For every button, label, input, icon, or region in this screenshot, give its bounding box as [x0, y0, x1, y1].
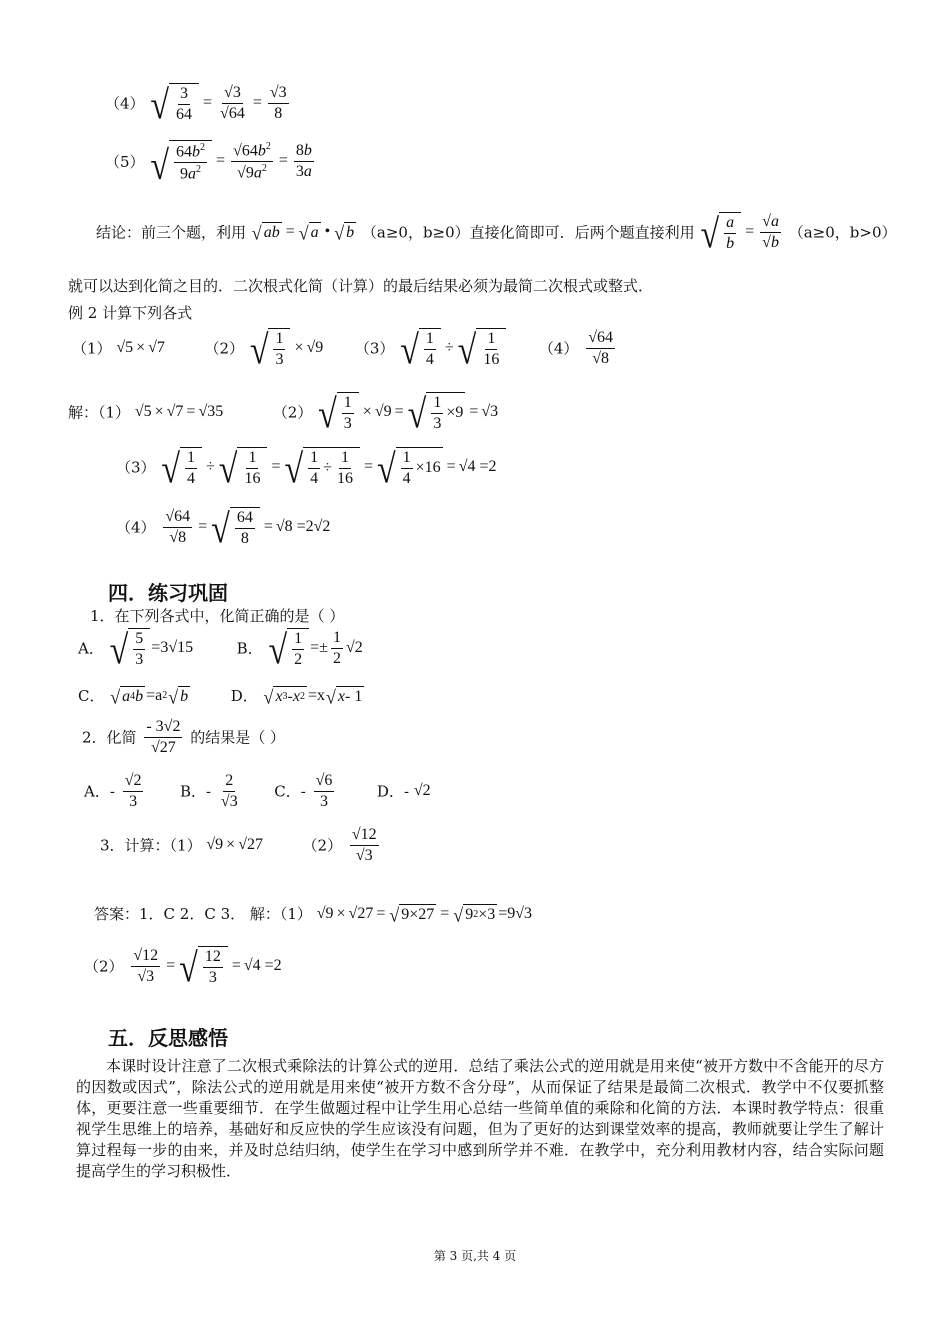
math-q1-d: √ x 3 - x 2 =x √ x - 1: [263, 686, 363, 708]
question-2: 2．化简 $\frac{- 3√2}{√27}$ 的结果是（ ）: [82, 718, 285, 756]
math-q2-d: √2: [413, 782, 431, 800]
math-sol-2: √ $\frac{1}{3}$ × √9 = √ $\frac{1}{3}$ ×9 = √3: [318, 393, 499, 438]
reflection-paragraph: 本课时设计注意了二次根式乘除法的计算公式的逆用．总结了乘法公式的逆用就是用来使“被开方数中不含能开的尽方的因数或因式”，除法公式的逆用就是用来使“被开方数不含分母”，从而保证了结果是最简二次根式．教学中不仅要抓整体，更要注意一些重要细节．在学生做题过程中让学生用心总结一些简单值的乘除和化简的方法．本课时教学特点：很重视学生思维上的培养，基础好和反应快的学生应该没有问题，但为了更好的达到课堂效率的提高，教师就要让学生了解计算过程每一步的由来，并及时总结归纳，使学生在学习中感到所学并不难．在教学中，充分利用教材内容，结合实际问题提高学生的学习积极性．: [76, 1057, 884, 1180]
question-1-options-cd: C． √ a 4 b =a 2 √ b D． √ x 3 - x 2 =x √ x - 1: [78, 685, 365, 706]
math-q2-c: $\frac{√6}{3}$: [315, 772, 333, 810]
math-answer-3-2: $\frac{√12}{√3}$ = √ $\frac{12}{3}$ = √4 =2: [133, 947, 282, 992]
question-3: 3．计算：（1） √9 × √27 （2） $\frac{√12}{√3}$: [100, 826, 382, 864]
section-5-title: 五．反思感悟: [108, 1026, 228, 1050]
section-4-title: 四．练习巩固: [108, 581, 228, 605]
math-sol-3: √ $\frac{1}{4}$ ÷ √ $\frac{1}{16}$ = √ $\frac{1}{4}$ ÷ $\frac{1}{16}$ = √ $\frac{1}{4}$ ×16 = √4 =2: [161, 448, 497, 493]
math-sol-1: √5 × √7 = √35: [134, 403, 224, 421]
math-item-5: √ $\frac{64b^2}{9a^2}$ = $\frac{√64b^2}{√9a^2}$ = $\frac{8b}{3a}$: [150, 141, 312, 189]
answers-line-1: 答案：1．C 2．C 3． 解：（1） √9 × √27 = √ 9×27 = √ 9 2 ×3 =9√3: [94, 904, 533, 926]
math-q2-a: $\frac{√2}{3}$: [124, 772, 142, 810]
math-q1-a: √ $\frac{5}{3}$ =3√15: [109, 629, 194, 674]
answers-line-2: （2） $\frac{√12}{√3}$ = √ $\frac{12}{3}$ = √4 =2: [84, 947, 282, 992]
math-q3-2: $\frac{√12}{√3}$: [351, 826, 377, 864]
conclusion-line-1: 结论：前三个题，利用 √ ab = √ a • √ b （a≥0，b≥0）直接化简即可．后两个题直接利用 √ $\frac{a}{b}$ = $\frac{√a}{√b}$ （a≥0，b>0）: [96, 213, 897, 258]
math-ex2-1: √5 × √7: [116, 339, 165, 357]
math-ex2-3: √ $\frac{1}{4}$ ÷ √ $\frac{1}{16}$: [399, 328, 507, 368]
example-2-title: 例 2 计算下列各式: [68, 304, 193, 322]
question-2-options: A．- $\frac{√2}{3}$ B．- $\frac{2}{√3}$ C．- $\frac{√6}{3}$ D．- √2: [84, 772, 431, 810]
conclusion-line-2: 就可以达到化简之目的．二次根式化简（计算）的最后结果必须为最简二次根式或整式．: [68, 277, 654, 295]
math-item-4: √ $\frac{3}{64}$ = $\frac{√3}{√64}$ = $\frac{√3}{8}$: [150, 84, 287, 129]
math-answer-3-1: √9 × √27 = √ 9×27 = √ 9 2 ×3 =9√3: [316, 904, 533, 926]
math-sol-4: $\frac{√64}{√8}$ = √ $\frac{64}{8}$ = √8 =2√2: [165, 508, 331, 553]
solution-1-2: 解：（1） √5 × √7 = √35 （2） √ $\frac{1}{3}$ × √9 = √ $\frac{1}{3}$ ×9 = √3: [68, 393, 499, 438]
math-q1-c: √ a 4 b =a 2 √ b: [110, 686, 189, 708]
math-q1-b: √ $\frac{1}{2}$ =± $\frac{1}{2}$ √2: [268, 629, 363, 674]
question-1-options-ab: A． √ $\frac{5}{3}$ =3√15 B． √ $\frac{1}{2}$ =± $\frac{1}{2}$ √2: [78, 629, 363, 674]
solution-4: （4） $\frac{√64}{√8}$ = √ $\frac{64}{8}$ = √8 =2√2: [116, 508, 331, 553]
math-ex2-2: √ $\frac{1}{3}$ × √9: [249, 329, 324, 374]
solution-3: （3） √ $\frac{1}{4}$ ÷ √ $\frac{1}{16}$ = √ $\frac{1}{4}$ ÷ $\frac{1}{16}$ = √ $\frac{1}{4}$ ×16 = √4 =2: [116, 448, 497, 493]
item-5: （5） √ $\frac{64b^2}{9a^2}$ = $\frac{√64b^2}{√9a^2}$ = $\frac{8b}{3a}$: [105, 140, 317, 183]
example-2-problems: （1） √5 × √7 （2） √ $\frac{1}{3}$ × √9 （3） √ $\frac{1}{4}$ ÷ √ $\frac{1}{16}$ （4） $\frac{√64}{√8}$: [72, 328, 618, 368]
math-product-rule: √ ab = √ a • √ b: [251, 222, 355, 244]
question-1: 1．在下列各式中，化简正确的是（ ）: [90, 607, 345, 625]
math-q2-b: $\frac{2}{√3}$: [220, 772, 238, 810]
page-footer: 第 3 页,共 4 页: [433, 1249, 517, 1263]
item-4: （4） √ $\frac{3}{64}$ = $\frac{√3}{√64}$ = $\frac{√3}{8}$: [105, 83, 292, 123]
math-ex2-4: $\frac{√64}{√8}$: [588, 329, 613, 367]
math-quotient-rule: √ $\frac{a}{b}$ = $\frac{√a}{√b}$: [700, 213, 779, 258]
math-q3-1: √9 × √27: [206, 836, 263, 854]
math-q2: $\frac{- 3√2}{√27}$: [146, 718, 181, 756]
